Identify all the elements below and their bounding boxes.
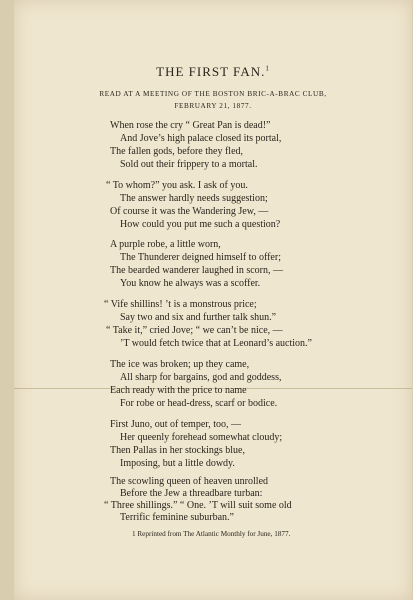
title-footnote-marker: 1 (265, 64, 270, 73)
subtitle-line-1: READ AT A MEETING OF THE BOSTON BRIC-A-BRAC CLUB, (99, 90, 327, 98)
stanza-5-line-4: For robe or head-dress, scarf or bodice. (120, 398, 278, 409)
stanza-3-line-3: The bearded wanderer laughed in scorn, — (110, 265, 283, 276)
footnote: 1 Reprinted from The Atlantic Monthly for June, 1877. (132, 530, 291, 538)
poem-title-text: THE FIRST FAN. (156, 64, 266, 79)
stanza-4-line-4: ’T would fetch twice that at Leonard’s auction.” (120, 338, 312, 349)
poem-title (14, 64, 412, 80)
stanza-6-line-4: Imposing, but a little dowdy. (120, 458, 235, 469)
page-sheet (14, 0, 412, 600)
stanza-6-line-2: Her queenly forehead somewhat cloudy; (120, 432, 283, 443)
stanza-1-line-3: The fallen gods, before they fled, (110, 146, 244, 157)
stanza-1-line-1: When rose the cry “ Great Pan is dead!” (110, 120, 271, 131)
stanza-2-line-4: How could you put me such a question? (120, 219, 281, 230)
subtitle-line-2: FEBRUARY 21, 1877. (174, 102, 252, 110)
stanza-1-line-2: And Jove’s high palace closed its portal, (120, 133, 282, 144)
stanza-5-line-1: The ice was broken; up they came, (110, 359, 250, 370)
stanza-7-line-2: Before the Jew a threadbare turban: (120, 488, 263, 499)
stanza-4-line-1: “ Vife shillins! ’t is a monstrous price; (104, 299, 257, 310)
stanza-2-line-1: “ To whom?” you ask. I ask of you. (106, 180, 248, 191)
stanza-3-line-2: The Thunderer deigned himself to offer; (120, 252, 281, 263)
stanza-5-line-3: Each ready with the price to name (110, 385, 247, 396)
stanza-1-line-4: Sold out their frippery to a mortal. (120, 159, 258, 170)
stanza-6-line-3: Then Pallas in her stockings blue, (110, 445, 245, 456)
stanza-7-line-1: The scowling queen of heaven unrolled (110, 476, 269, 487)
stanza-2-line-3: Of course it was the Wandering Jew, — (110, 206, 269, 217)
stanza-5-line-2: All sharp for bargains, god and goddess, (120, 372, 282, 383)
stanza-4-line-2: Say two and six and further talk shun.” (120, 312, 277, 323)
stanza-2-line-2: The answer hardly needs suggestion; (120, 193, 268, 204)
stanza-3-line-1: A purple robe, a little worn, (110, 239, 221, 250)
stanza-7-line-3: “ Three shillings.” “ One. ’T will suit some old (104, 500, 292, 511)
stanza-7-line-4: Terrific feminine suburban.” (120, 512, 234, 523)
stanza-6-line-1: First Juno, out of temper, too, — (110, 419, 241, 430)
stanza-3-line-4: You know he always was a scoffer. (120, 278, 261, 289)
stanza-4-line-3: “ Take it,” cried Jove; “ we can’t be nice, — (106, 325, 283, 336)
